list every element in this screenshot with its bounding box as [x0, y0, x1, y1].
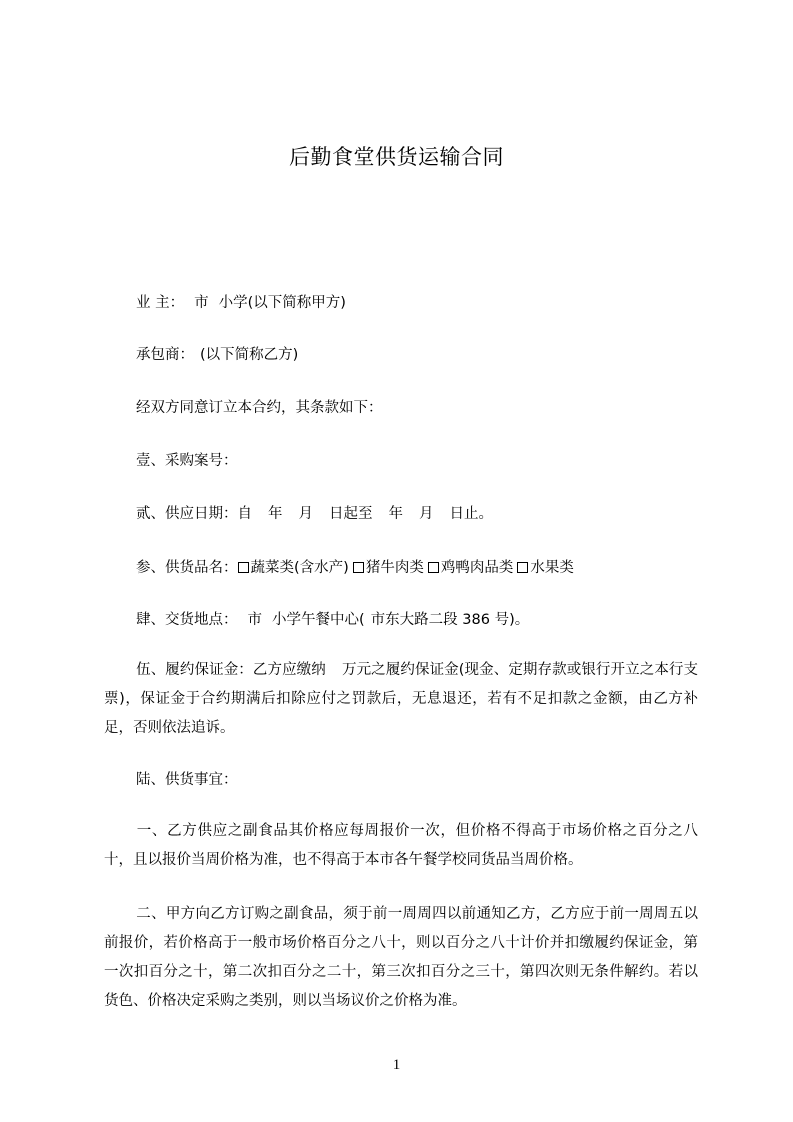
supply-date-day-to: 日止。 — [449, 506, 493, 522]
document-title: 后勤食堂供货运输合同 — [289, 145, 504, 169]
owner-school: 小学(以下简称甲方) — [218, 295, 346, 311]
goods-option-vegetables[interactable]: 蔬菜类(含水产) — [238, 560, 349, 576]
checkbox-icon[interactable] — [517, 562, 528, 573]
delivery-place: 小学午餐中心( — [272, 612, 365, 628]
supply-date-month2: 月 — [419, 506, 434, 522]
owner-line — [136, 293, 346, 313]
bond-lead: 伍、履约保证金：乙方应缴纳 — [136, 662, 326, 678]
supply-date-year1: 年 — [268, 506, 283, 522]
item-supply-date — [136, 504, 493, 524]
delivery-address: 市东大路二段 386 号)。 — [370, 612, 530, 628]
supply-date-day-from: 日起至 — [329, 506, 373, 522]
clause-one: 一、乙方供应之副食品其价格应每周报价一次，但价格不得高于市场价格之百分之八十，且以报价当周价格为准，也不得高于本市各午餐学校同货品当周价格。 — [104, 823, 698, 868]
supply-date-label: 贰、供应日期： — [136, 506, 238, 522]
contractor-line — [136, 345, 298, 365]
checkbox-icon[interactable] — [353, 562, 364, 573]
checkbox-icon[interactable] — [428, 562, 439, 573]
delivery-city: 市 — [247, 612, 262, 628]
goods-option-poultry[interactable]: 鸡鸭肉品类 — [428, 560, 514, 576]
intro-line: 经双方同意订立本合约，其条款如下： — [136, 400, 383, 416]
page-number: 1 — [392, 1057, 401, 1073]
item-goods — [136, 558, 578, 578]
goods-option-fruit[interactable]: 水果类 — [517, 560, 574, 576]
delivery-label: 肆、交货地点： — [136, 612, 238, 628]
contractor-value: (以下简称乙方) — [200, 347, 299, 363]
goods-option-pork-beef[interactable]: 猪牛肉类 — [353, 560, 424, 576]
owner-label: 业 主： — [136, 295, 185, 311]
supply-date-from: 自 — [237, 506, 252, 522]
owner-city: 市 — [194, 295, 209, 311]
item-delivery-location — [136, 610, 529, 630]
contractor-label: 承包商： — [136, 347, 194, 363]
goods-label: 参、供货品名： — [136, 560, 238, 576]
clause-two: 二、甲方向乙方订购之副食品，须于前一周周四以前通知乙方，乙方应于前一周周五以前报价，若价格高于一般市场价格百分之八十，则以百分之八十计价并扣缴履约保证金，第一次扣百分之十，第二次扣百分之二十，第三次扣百分之三十，第四次则无条件解约。若以货色、价格决定采购之类别，则以当场议价之价格为准。 — [104, 906, 698, 1009]
item-performance-bond — [104, 656, 698, 743]
supply-date-month1: 月 — [298, 506, 313, 522]
item-procurement-number: 壹、采购案号： — [136, 453, 238, 469]
item-supply-matters: 陆、供货事宜： — [136, 772, 238, 788]
bond-rest: 万元之履约保证金(现金、定期存款或银行开立之本行支票)，保证金于合约期满后扣除应付之罚款后，无息退还，若有不足扣款之金额，由乙方补足，否则依法追诉。 — [104, 662, 699, 736]
supply-date-year2: 年 — [388, 506, 403, 522]
checkbox-icon[interactable] — [238, 562, 249, 573]
